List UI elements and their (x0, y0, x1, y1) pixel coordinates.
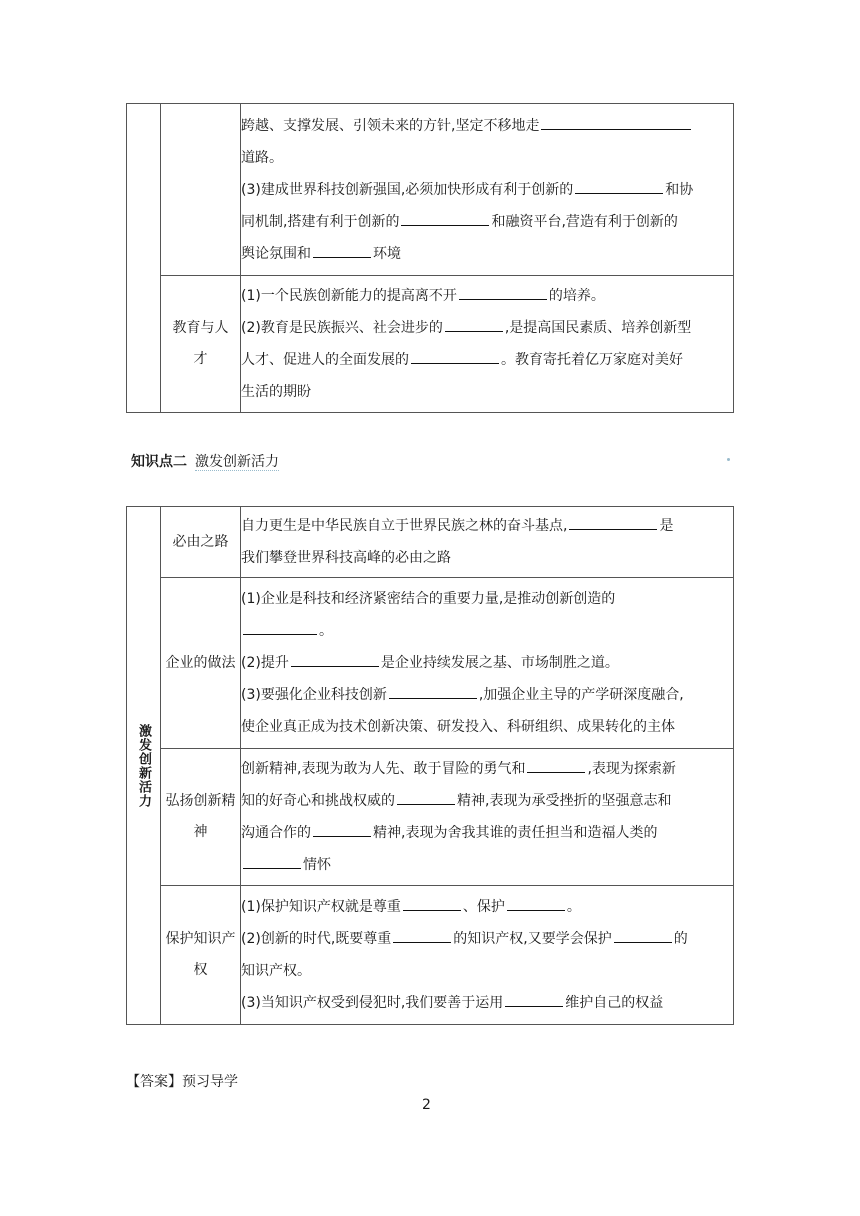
line-text: 知的好奇心和挑战权威的 (241, 793, 395, 809)
content-line (241, 174, 733, 206)
fill-in-blank[interactable] (313, 822, 371, 837)
section-title: 激发创新活力 (195, 454, 279, 470)
page-number: 2 (422, 1097, 431, 1113)
table2-row1-category (161, 507, 241, 578)
content-line (241, 344, 733, 376)
knowledge-table-1 (126, 103, 734, 413)
answer-heading: 【答案】预习导学 (126, 1074, 238, 1090)
content-line (241, 711, 733, 743)
content-line (241, 280, 733, 312)
content-line (241, 679, 733, 711)
content-line (241, 987, 733, 1019)
content-line (241, 817, 733, 849)
line-text: 人才、促进人的全面发展的 (241, 352, 409, 368)
table1-row2-category (161, 276, 241, 413)
line-text: (1)保护知识产权就是尊重 (241, 899, 401, 915)
side-label: 激发创新活力 (136, 723, 151, 808)
line-text: 是 (659, 518, 674, 534)
line-text: 道路。 (241, 149, 283, 166)
line-text: 精神,表现为承受挫折的坚强意志和 (457, 793, 672, 809)
content-line (241, 891, 733, 923)
line-text: 。 (319, 623, 333, 639)
content-line (241, 753, 733, 785)
content-line (241, 647, 733, 679)
line-text: 舆论氛围和 (241, 245, 311, 262)
line-text: (3)当知识产权受到侵犯时,我们要善于运用 (241, 995, 504, 1011)
knowledge-table-2 (126, 506, 734, 1025)
fill-in-blank[interactable] (401, 211, 489, 226)
line-text: 我们攀登世界科技高峰的必由之路 (241, 550, 451, 566)
content-line (241, 923, 733, 955)
line-text: 沟通合作的 (241, 825, 311, 841)
line-text: 是企业持续发展之基、市场制胜之道。 (380, 655, 619, 671)
line-text: (2)创新的时代,既要尊重 (241, 931, 392, 947)
line-text: 的知识产权,又要学会保护 (453, 931, 612, 947)
fill-in-blank[interactable] (397, 790, 455, 805)
table2-row2-content (241, 578, 734, 749)
table1-row1-content (241, 104, 734, 276)
line-text: (1)企业是科技和经济紧密结合的重要力量,是推动创新创造的 (241, 591, 616, 607)
category-label: 保护知识产权 (165, 931, 236, 978)
content-line (241, 206, 733, 238)
line-text: (2)教育是民族振兴、社会进步的 (241, 320, 443, 336)
content-line (241, 142, 733, 174)
content-line (241, 312, 733, 344)
line-text: 的 (673, 931, 688, 947)
fill-in-blank[interactable] (614, 928, 672, 943)
fill-in-blank[interactable] (459, 285, 547, 300)
table2-row4-content (241, 886, 734, 1025)
line-text: (3)要强化企业科技创新 (241, 687, 387, 703)
fill-in-blank[interactable] (541, 115, 691, 130)
line-text: 情怀 (303, 857, 331, 873)
line-text: (1)一个民族创新能力的提高离不开 (241, 288, 457, 304)
category-label: 弘扬创新精神 (165, 793, 236, 840)
category-label: 企业的做法 (165, 654, 236, 671)
table2-side-cell (127, 507, 161, 1025)
fill-in-blank[interactable] (507, 896, 565, 911)
table1-side-cell (127, 104, 161, 413)
line-text: (3)建成世界科技创新强国,必须加快形成有利于创新的 (241, 181, 574, 198)
fill-in-blank[interactable] (411, 349, 499, 364)
line-text: 跨越、支撑发展、引领未来的方针,坚定不移地走 (241, 117, 540, 134)
content-line (241, 583, 733, 615)
fill-in-blank[interactable] (243, 854, 301, 869)
line-text: ,加强企业主导的产学研深度融合, (478, 687, 684, 703)
line-text: ,是提高国民素质、培养创新型 (504, 320, 692, 336)
fill-in-blank[interactable] (243, 620, 317, 635)
fill-in-blank[interactable] (389, 684, 477, 699)
content-line (241, 376, 733, 408)
fill-in-blank[interactable] (403, 896, 461, 911)
fill-in-blank[interactable] (569, 515, 657, 530)
line-text: 创新精神,表现为敢为人先、敢于冒险的勇气和 (241, 761, 526, 777)
line-text: 。 (566, 899, 581, 915)
section-label: 知识点二 (131, 454, 187, 470)
content-line (241, 510, 733, 542)
line-text: 生活的期盼 (241, 384, 311, 400)
table2-row3-content (241, 749, 734, 886)
table2-row1-content (241, 507, 734, 578)
line-text: 和协 (665, 181, 694, 198)
content-line (241, 238, 733, 270)
fill-in-blank[interactable] (393, 928, 451, 943)
fill-in-blank[interactable] (505, 992, 563, 1007)
line-text: 同机制,搭建有利于创新的 (241, 213, 400, 230)
table1-row2-content (241, 276, 734, 413)
table2-row4-category (161, 886, 241, 1025)
content-line (241, 542, 733, 574)
line-text: (2)提升 (241, 655, 289, 671)
fill-in-blank[interactable] (291, 652, 379, 667)
line-text: 维护自己的权益 (565, 995, 664, 1011)
fill-in-blank[interactable] (313, 243, 371, 258)
content-line (241, 849, 733, 881)
content-line (241, 110, 733, 142)
section-heading (131, 451, 279, 471)
content-line (241, 615, 733, 647)
line-text: 和融资平台,营造有利于创新的 (491, 213, 678, 230)
category-label: 必由之路 (172, 533, 229, 550)
table2-row3-category (161, 749, 241, 886)
line-text: 精神,表现为舍我其谁的责任担当和造福人类的 (373, 825, 658, 841)
line-text: 自力更生是中华民族自立于世界民族之林的奋斗基点, (241, 518, 568, 534)
fill-in-blank[interactable] (575, 179, 663, 194)
content-line (241, 785, 733, 817)
line-text: 的培养。 (548, 288, 605, 304)
fill-in-blank[interactable] (445, 317, 503, 332)
content-line (241, 955, 733, 987)
table2-row2-category (161, 578, 241, 749)
line-text: 知识产权。 (241, 963, 311, 979)
line-text: ,表现为探索新 (587, 761, 676, 777)
line-text: 环境 (373, 245, 401, 262)
line-text: 使企业真正成为技术创新决策、研发投入、科研组织、成果转化的主体 (241, 719, 675, 735)
fill-in-blank[interactable] (527, 758, 585, 773)
line-text: 、保护 (462, 899, 505, 915)
table1-row1-category (161, 104, 241, 276)
line-text: 。教育寄托着亿万家庭对美好 (501, 352, 683, 368)
decorative-dot (727, 458, 730, 461)
category-label: 教育与人才 (172, 320, 229, 367)
